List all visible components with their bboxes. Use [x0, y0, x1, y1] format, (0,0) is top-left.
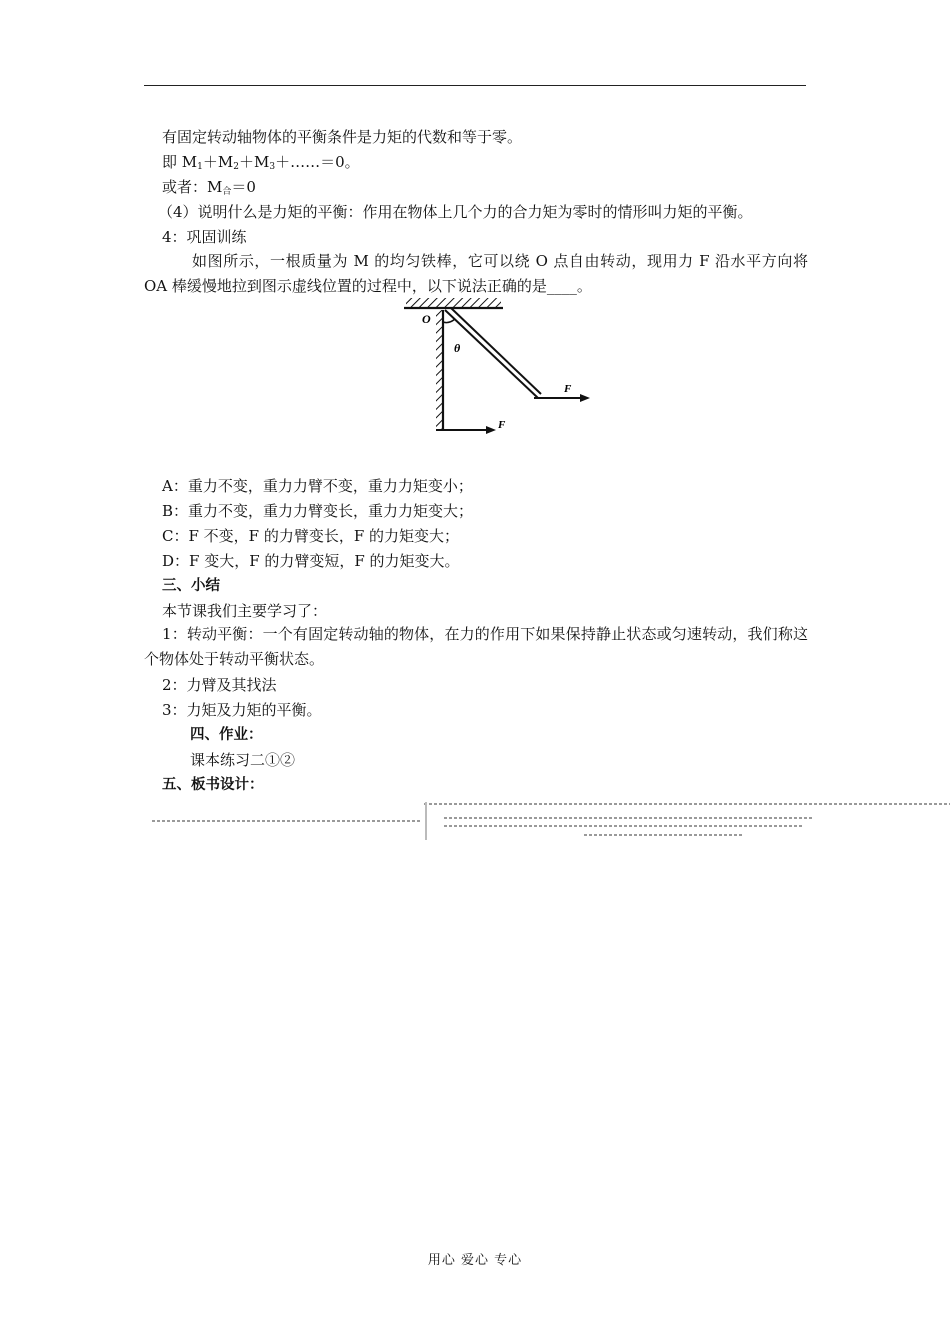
top-arrowhead [580, 394, 590, 402]
blurred-board-design [144, 798, 950, 842]
summary-item-2: 2：力臂及其找法 [162, 676, 277, 694]
page-footer: 用心 爱心 专心 [427, 1253, 523, 1268]
equation-line: 即 $M_1+M_2+M_3+\dots\dots=0$。 [162, 153, 360, 172]
rod-figure [398, 294, 598, 436]
homework-text: 课本练习二①② [190, 751, 296, 769]
label-theta: θ [454, 341, 461, 355]
summary-item-3: 3：力矩及力矩的平衡。 [162, 701, 322, 719]
label-f-bottom: F [498, 419, 506, 431]
label-f-top: F [564, 383, 572, 395]
option-c: C：F 不变，F 的力臂变长，F 的力矩变大； [162, 527, 460, 545]
summary-item-1: 1：转动平衡：一个有固定转动轴的物体，在力的作用下如果保持静止状态或匀速转动，我们称这个物体处于转动平衡状态。 [144, 625, 808, 668]
net-torque-line: 或者：$M_合=0$ [162, 178, 256, 197]
exercise-heading: 4：巩固训练 [162, 228, 247, 246]
torque-balance-text: （4）说明什么是力矩的平衡：作用在物体上几个力的合力矩为零时的情形叫力矩的平衡。 [158, 203, 753, 221]
condition-text: 有固定转动轴物体的平衡条件是力矩的代数和等于零。 [162, 128, 523, 146]
label-o: O [422, 312, 431, 326]
section-summary-heading: 三、小结 [162, 578, 220, 594]
option-d: D：F 变大，F 的力臂变短，F 的力矩变大。 [162, 552, 460, 570]
rod-diagram [398, 294, 598, 436]
header-rule [144, 85, 806, 86]
blurred-board-graphic [144, 798, 950, 842]
question-text: 如图所示，一根质量为 M 的均匀铁棒，它可以绕 O 点自由转动，现用力 F 沿水平方向将 OA 棒缓慢地拉到图示虚线位置的过程中，以下说法正确的是____。 [144, 252, 808, 295]
option-b: B：重力不变，重力力臂变长，重力力矩变大； [162, 502, 474, 520]
section-homework-heading: 四、作业： [190, 727, 263, 743]
summary-intro: 本节课我们主要学习了： [162, 602, 328, 620]
bottom-arrowhead [486, 426, 496, 434]
ceiling-hatch [406, 298, 501, 307]
theta-arc [443, 319, 455, 323]
section-board-heading: 五、板书设计： [162, 777, 264, 793]
option-a: A：重力不变，重力力臂不变，重力力矩变小； [162, 477, 473, 495]
rotated-rod-edge-2 [451, 308, 541, 394]
